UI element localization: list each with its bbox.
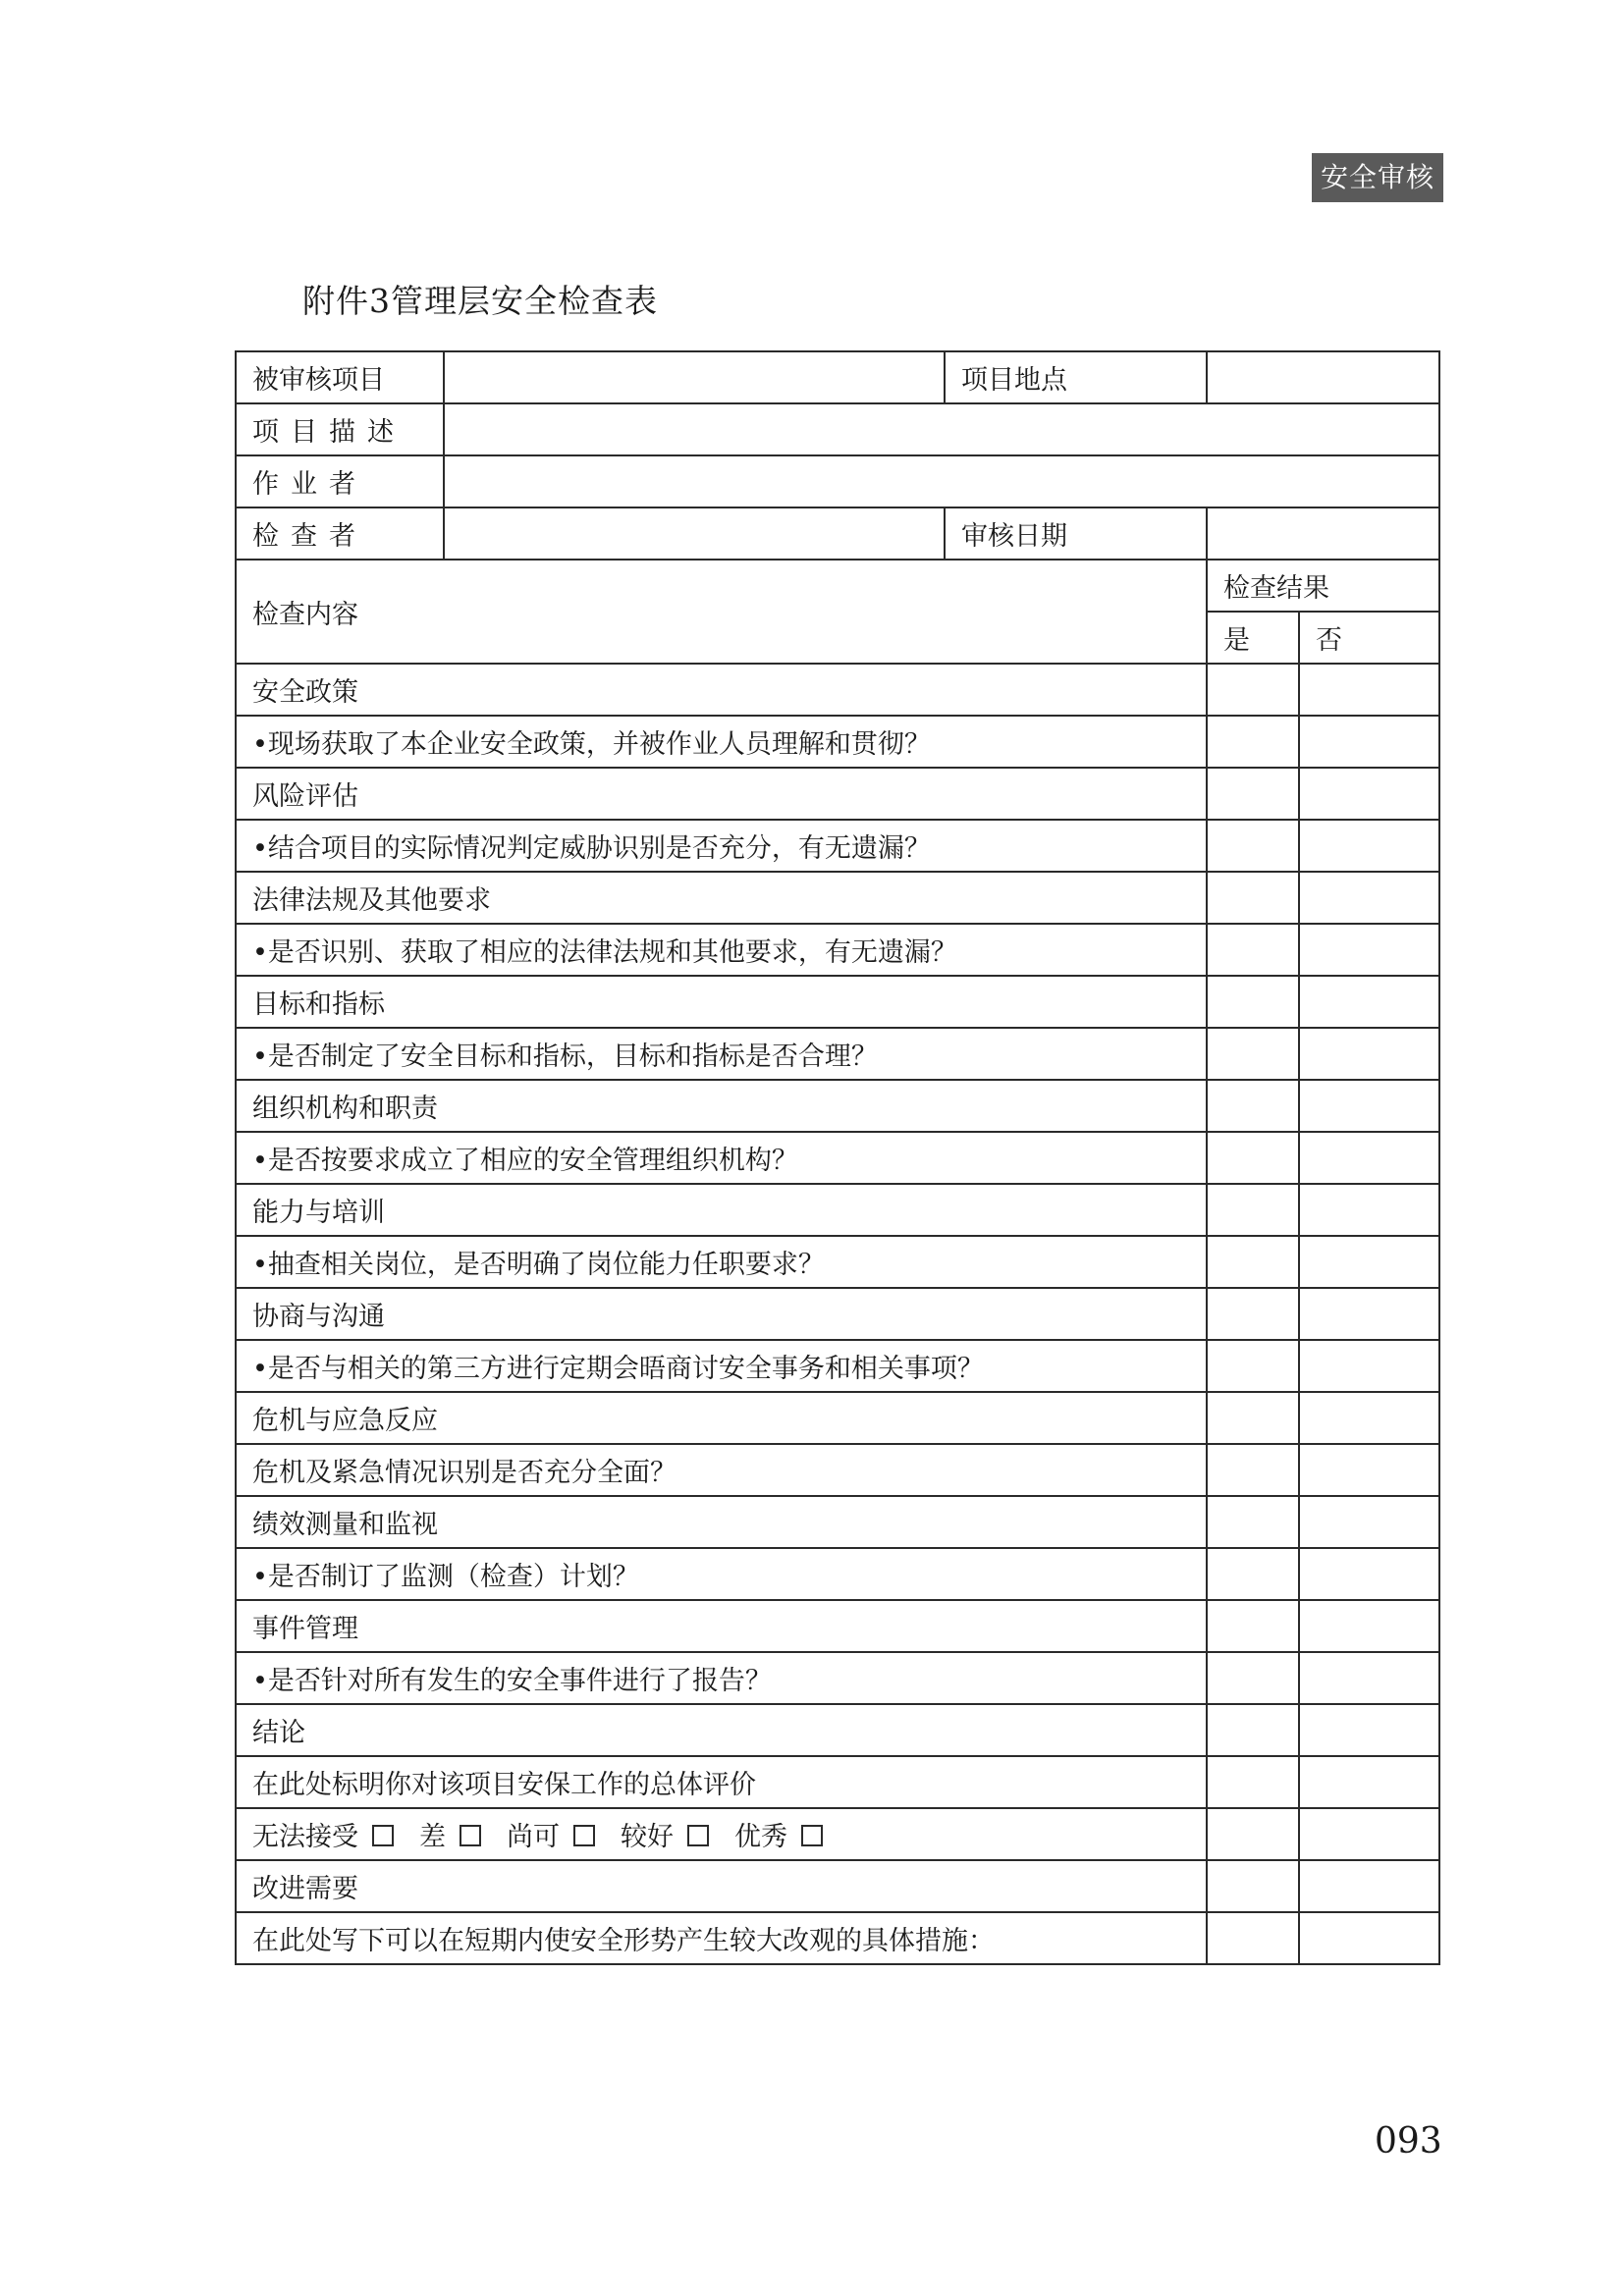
checklist-row [236, 1496, 1439, 1548]
check-item: •是否识别、获取了相应的法律法规和其他要求，有无遗漏？ [236, 924, 1207, 976]
result-no-cell[interactable] [1299, 976, 1439, 1028]
field-project-description[interactable] [444, 403, 1439, 455]
label-project-description: 项目描述 [236, 403, 444, 455]
result-yes-cell[interactable] [1207, 924, 1299, 976]
result-yes-cell[interactable] [1207, 976, 1299, 1028]
result-yes-cell[interactable] [1207, 664, 1299, 716]
field-audit-date[interactable] [1207, 507, 1439, 560]
check-item: 能力与培训 [236, 1184, 1207, 1236]
result-no-cell[interactable] [1299, 1548, 1439, 1600]
result-yes-cell[interactable] [1207, 1808, 1299, 1860]
check-item: 协商与沟通 [236, 1288, 1207, 1340]
result-yes-cell[interactable] [1207, 1288, 1299, 1340]
check-item: 绩效测量和监视 [236, 1496, 1207, 1548]
check-item: •是否与相关的第三方进行定期会晤商讨安全事务和相关事项？ [236, 1340, 1207, 1392]
check-item: •抽查相关岗位，是否明确了岗位能力任职要求？ [236, 1236, 1207, 1288]
check-item: 在此处写下可以在短期内使安全形势产生较大改观的具体措施： [236, 1912, 1207, 1964]
result-no-cell[interactable] [1299, 1028, 1439, 1080]
field-project-location[interactable] [1207, 351, 1439, 403]
result-no-cell[interactable] [1299, 1496, 1439, 1548]
header-check-result: 检查结果 [1207, 560, 1439, 612]
result-yes-cell[interactable] [1207, 820, 1299, 872]
label-project-location: 项目地点 [945, 351, 1207, 403]
row-project-description [236, 403, 1439, 455]
rating-option-label: 优秀 [734, 1822, 787, 1852]
checklist-row [236, 976, 1439, 1028]
header-no: 否 [1299, 612, 1439, 664]
field-audited-project[interactable] [444, 351, 945, 403]
checklist-row [236, 1184, 1439, 1236]
result-no-cell[interactable] [1299, 1392, 1439, 1444]
check-item: 在此处标明你对该项目安保工作的总体评价 [236, 1756, 1207, 1808]
result-yes-cell[interactable] [1207, 1184, 1299, 1236]
checklist-row [236, 664, 1439, 716]
checklist-row [236, 1808, 1439, 1860]
check-item: •结合项目的实际情况判定威胁识别是否充分，有无遗漏？ [236, 820, 1207, 872]
row-operator [236, 455, 1439, 507]
check-item: •是否制定了安全目标和指标，目标和指标是否合理？ [236, 1028, 1207, 1080]
safety-checklist-table [235, 350, 1440, 1965]
check-item: 事件管理 [236, 1600, 1207, 1652]
result-yes-cell[interactable] [1207, 1028, 1299, 1080]
label-operator: 作业者 [236, 455, 444, 507]
checklist-row [236, 1860, 1439, 1912]
result-yes-cell[interactable] [1207, 872, 1299, 924]
result-yes-cell[interactable] [1207, 1704, 1299, 1756]
rating-option-label: 无法接受 [252, 1822, 358, 1852]
result-yes-cell[interactable] [1207, 1132, 1299, 1184]
result-yes-cell[interactable] [1207, 1652, 1299, 1704]
result-yes-cell[interactable] [1207, 1600, 1299, 1652]
rating-option-label: 较好 [621, 1822, 674, 1852]
result-no-cell[interactable] [1299, 1808, 1439, 1860]
check-item: 风险评估 [236, 768, 1207, 820]
result-no-cell[interactable] [1299, 1860, 1439, 1912]
result-no-cell[interactable] [1299, 872, 1439, 924]
result-no-cell[interactable] [1299, 1704, 1439, 1756]
check-item: 目标和指标 [236, 976, 1207, 1028]
checklist-row [236, 1080, 1439, 1132]
checklist-row [236, 716, 1439, 768]
result-no-cell[interactable] [1299, 1236, 1439, 1288]
result-yes-cell[interactable] [1207, 1340, 1299, 1392]
result-yes-cell[interactable] [1207, 1860, 1299, 1912]
label-inspector: 检查者 [236, 507, 444, 560]
checklist-row [236, 872, 1439, 924]
header-check-content: 检查内容 [236, 560, 1207, 664]
result-no-cell[interactable] [1299, 1288, 1439, 1340]
result-yes-cell[interactable] [1207, 1080, 1299, 1132]
check-item: •是否按要求成立了相应的安全管理组织机构？ [236, 1132, 1207, 1184]
result-no-cell[interactable] [1299, 1756, 1439, 1808]
check-item: 结论 [236, 1704, 1207, 1756]
rating-checkbox[interactable] [573, 1825, 595, 1846]
label-audit-date: 审核日期 [945, 507, 1207, 560]
checklist-row [236, 1392, 1439, 1444]
row-audited-project [236, 351, 1439, 403]
result-no-cell[interactable] [1299, 1184, 1439, 1236]
checklist-row [236, 1132, 1439, 1184]
rating-option-label: 尚可 [507, 1822, 560, 1852]
section-tag: 安全审核 [1312, 153, 1443, 202]
row-inspector [236, 507, 1439, 560]
result-no-cell[interactable] [1299, 664, 1439, 716]
check-item: 危机及紧急情况识别是否充分全面？ [236, 1444, 1207, 1496]
check-item: 危机与应急反应 [236, 1392, 1207, 1444]
checklist-row [236, 1912, 1439, 1964]
result-no-cell[interactable] [1299, 768, 1439, 820]
result-yes-cell[interactable] [1207, 1912, 1299, 1964]
result-yes-cell[interactable] [1207, 1444, 1299, 1496]
result-yes-cell[interactable] [1207, 1392, 1299, 1444]
page-number: 093 [1375, 2121, 1442, 2162]
result-yes-cell[interactable] [1207, 1756, 1299, 1808]
header-yes: 是 [1207, 612, 1299, 664]
result-yes-cell[interactable] [1207, 768, 1299, 820]
check-item: 安全政策 [236, 664, 1207, 716]
rating-checkbox[interactable] [460, 1825, 481, 1846]
checklist-row [236, 1236, 1439, 1288]
result-yes-cell[interactable] [1207, 1496, 1299, 1548]
checklist-row [236, 1704, 1439, 1756]
checklist-row [236, 1600, 1439, 1652]
check-item: 法律法规及其他要求 [236, 872, 1207, 924]
check-item: •是否针对所有发生的安全事件进行了报告？ [236, 1652, 1207, 1704]
checklist-row [236, 1288, 1439, 1340]
result-no-cell[interactable] [1299, 716, 1439, 768]
result-no-cell[interactable] [1299, 1600, 1439, 1652]
check-item: •是否制订了监测（检查）计划？ [236, 1548, 1207, 1600]
result-no-cell[interactable] [1299, 1080, 1439, 1132]
result-no-cell[interactable] [1299, 1132, 1439, 1184]
rating-checkbox[interactable] [687, 1825, 709, 1846]
result-no-cell[interactable] [1299, 1912, 1439, 1964]
checklist-row [236, 820, 1439, 872]
field-operator[interactable] [444, 455, 1439, 507]
result-no-cell[interactable] [1299, 820, 1439, 872]
check-item: •现场获取了本企业安全政策，并被作业人员理解和贯彻？ [236, 716, 1207, 768]
field-inspector[interactable] [444, 507, 945, 560]
checklist-row [236, 1028, 1439, 1080]
row-column-header [236, 560, 1439, 612]
rating-checkbox[interactable] [801, 1825, 823, 1846]
label-audited-project: 被审核项目 [236, 351, 444, 403]
rating-option-label: 差 [419, 1822, 446, 1852]
checklist-row [236, 768, 1439, 820]
checklist-row [236, 1756, 1439, 1808]
result-yes-cell[interactable] [1207, 1548, 1299, 1600]
result-yes-cell[interactable] [1207, 1236, 1299, 1288]
rating-options [236, 1808, 1207, 1860]
checklist-row [236, 1652, 1439, 1704]
checklist-row [236, 1444, 1439, 1496]
checklist-row [236, 1340, 1439, 1392]
checklist-row [236, 924, 1439, 976]
result-no-cell[interactable] [1299, 1652, 1439, 1704]
result-no-cell[interactable] [1299, 1340, 1439, 1392]
result-no-cell[interactable] [1299, 924, 1439, 976]
checklist-row [236, 1548, 1439, 1600]
result-no-cell[interactable] [1299, 1444, 1439, 1496]
rating-checkbox[interactable] [372, 1825, 394, 1846]
page-title: 附件3管理层安全检查表 [302, 282, 658, 320]
check-item: 组织机构和职责 [236, 1080, 1207, 1132]
check-item: 改进需要 [236, 1860, 1207, 1912]
result-yes-cell[interactable] [1207, 716, 1299, 768]
